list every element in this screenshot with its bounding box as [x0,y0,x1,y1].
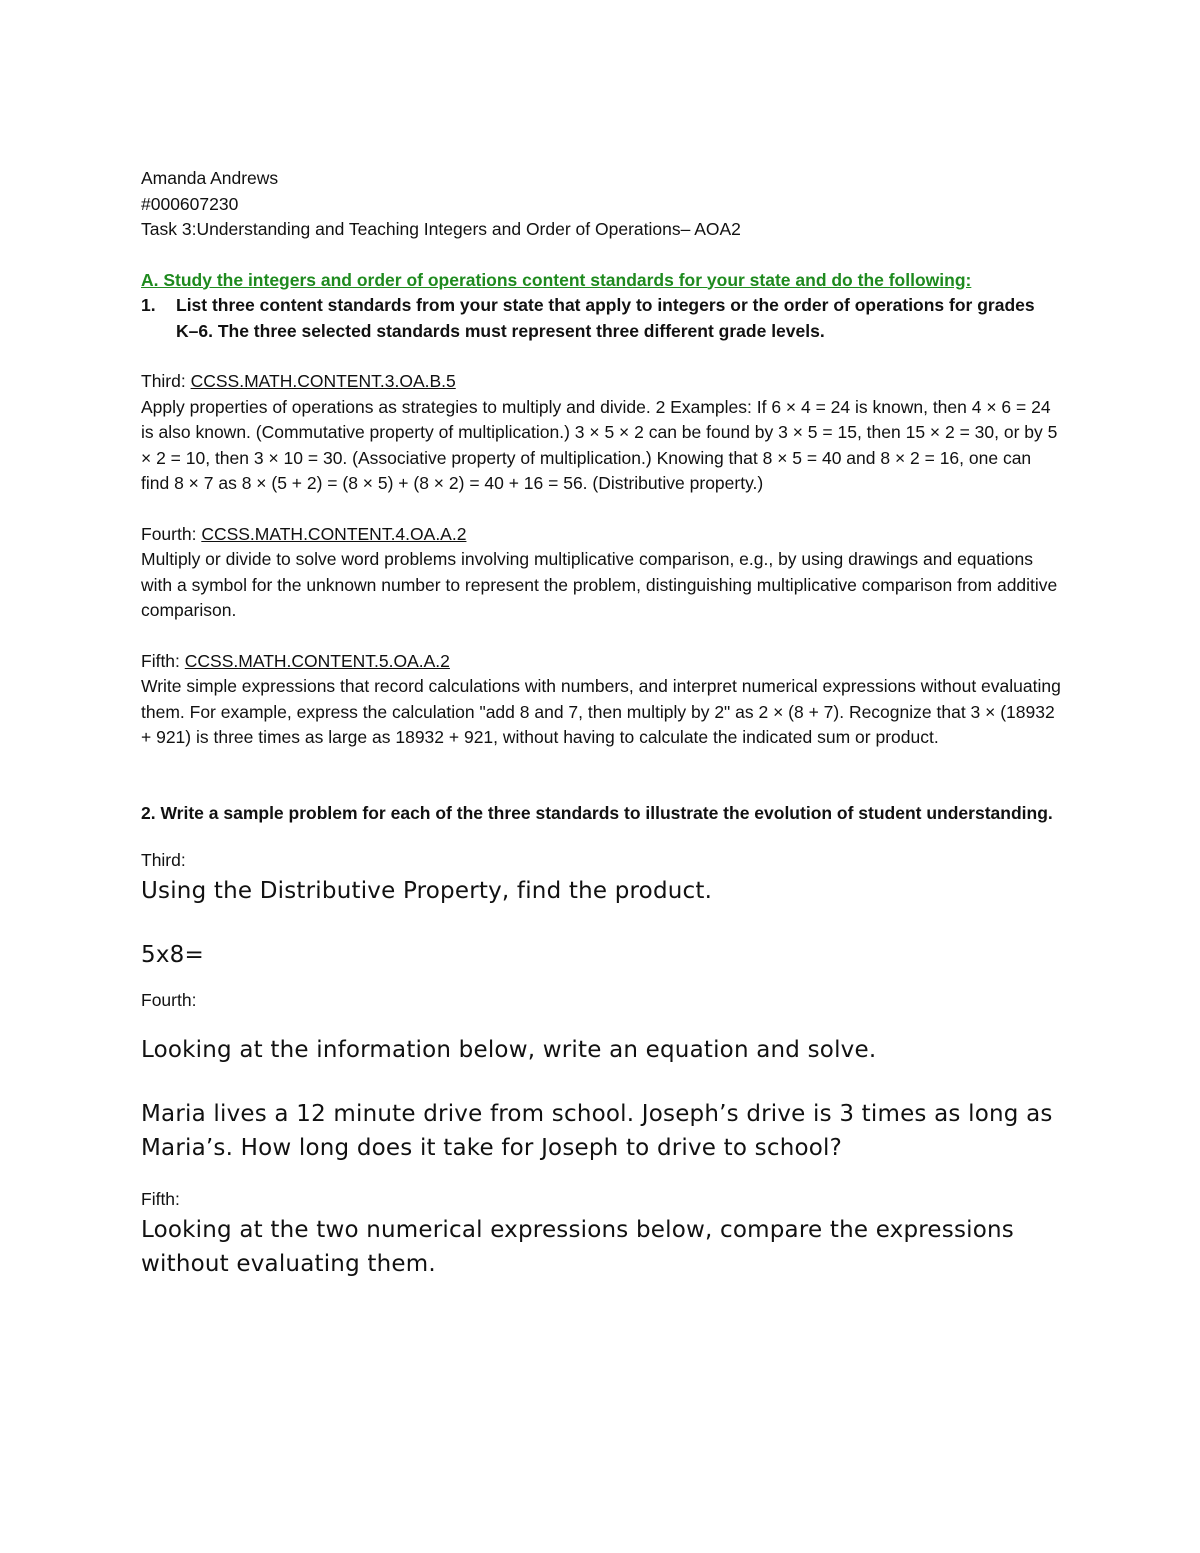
standard-fifth-heading [141,649,1061,675]
question-1 [141,293,1061,344]
standard-third-label: Third: [141,371,191,391]
standard-third-code: CCSS.MATH.CONTENT.3.OA.B.5 [190,371,456,391]
task-title: Task 3:Understanding and Teaching Integers and Order of Operations– AOA2 [141,219,741,239]
sample-third-problem: Using the Distributive Property, find the product. [141,877,713,904]
standard-third-body: Apply properties of operations as strategies to multiply and divide. 2 Examples: If 6 × 4 = 24 is known, then 4 × 6 = 24 is also known. (Commutative property of multiplication.) 3 × 5 × 2 can be found by 3 × 5 = 15, then 15 × 2 = 30, or by 5 × 2 = 10, then 3 × 10 = 30. (Associative property of multiplication.) Knowing that 8 × 5 = 40 and 8 × 2 = 16, one can find 8 × 7 as 8 × (5 + 2) = (8 × 5) + (8 × 2) = 40 + 16 = 56. (Distributive property.) [141,396,1058,493]
author-name: Amanda Andrews [141,168,279,188]
sample-fourth-problem: Maria lives a 12 minute drive from school. Joseph’s drive is 3 times as long as Maria’s. How long does it take for Joseph to drive to school? [141,1101,1053,1161]
standard-fourth-heading [141,522,1061,548]
standard-third-heading [141,369,1061,395]
sample-third-expression: 5x8= [141,941,204,968]
document-body [141,166,1061,1281]
question-1-text: List three content standards from your state that apply to integers or the order of operations for grades K–6. The three selected standards must represent three different grade levels. [176,295,1035,341]
question-1-number: 1. [141,295,156,315]
student-id: #000607230 [141,193,239,214]
section-a-heading: A. Study the integers and order of operations content standards for your state and do the following: [141,269,972,290]
standard-fifth-body: Write simple expressions that record calculations with numbers, and interpret numerical expressions without evaluating them. For example, express the calculation "add 8 and 7, then multiply by 2" as 2 × (8 + 7). Recognize that 3 × (18932 + 921) is three times as large as 18932 + 921, without having to calculate the indicated sum or product. [141,676,1061,747]
standard-fifth-label: Fifth: [141,650,185,671]
sample-fifth-label: Fifth: [141,1189,180,1209]
sample-fourth-label: Fourth: [141,989,197,1010]
sample-third-label: Third: [141,850,186,870]
sample-fourth-instruction: Looking at the information below, write an equation and solve. [141,1037,877,1063]
question-2: 2. Write a sample problem for each of the three standards to illustrate the evolution of student understanding. [141,802,1053,823]
standard-fifth-code: CCSS.MATH.CONTENT.5.OA.A.2 [184,650,450,671]
standard-fourth-code: CCSS.MATH.CONTENT.4.OA.A.2 [201,523,467,544]
standard-fourth-label: Fourth: [141,523,202,544]
sample-fifth-instruction: Looking at the two numerical expressions below, compare the expressions without evaluating them. [141,1216,1014,1277]
standard-fourth-body: Multiply or divide to solve word problems involving multiplicative comparison, e.g., by using drawings and equations with a symbol for the unknown number to represent the problem, distinguishing multiplicative comparison from additive comparison. [141,549,1058,620]
